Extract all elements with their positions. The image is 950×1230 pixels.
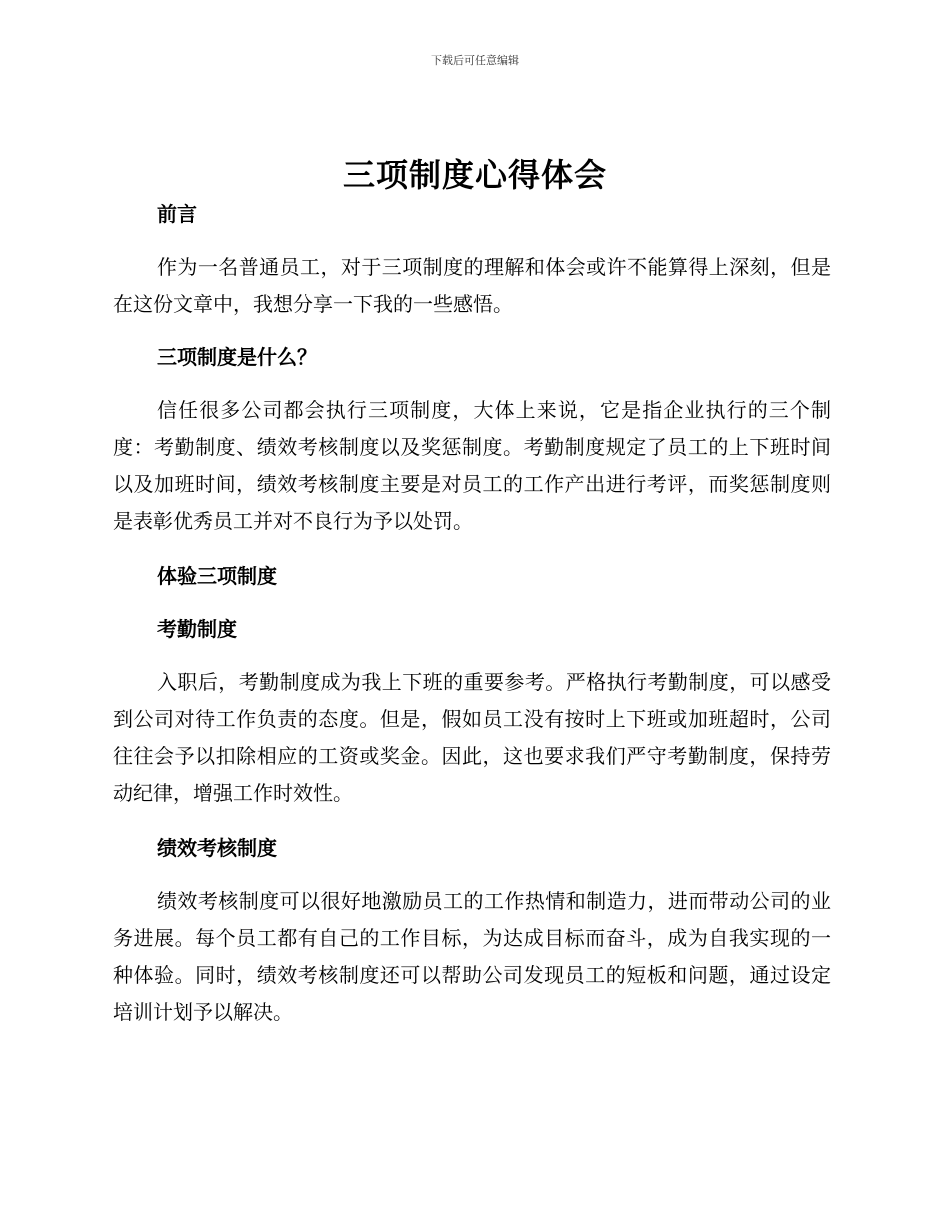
page-header-note: 下载后可任意编辑 (431, 54, 519, 67)
paragraph-preface: 作为一名普通员工，对于三项制度的理解和体会或许不能算得上深刻，但是在这份文章中，我想分享一下我的一些感悟。 (113, 255, 831, 316)
paragraph-performance: 绩效考核制度可以很好地激励员工的工作热情和制造力，进而带动公司的业务进展。每个员工都有自己的工作目标，为达成目标而奋斗，成为自我实现的一种体验。同时，绩效考核制度还可以帮助公司发现员工的短板和问题，通过设定培训计划予以解决。 (113, 889, 831, 1024)
section-heading-experience: 体验三项制度 (157, 564, 277, 588)
document-body (113, 196, 831, 1047)
section-heading-preface: 前言 (157, 202, 197, 226)
paragraph-what-is: 信任很多公司都会执行三项制度，大体上来说，它是指企业执行的三个制度：考勤制度、绩效考核制度以及奖惩制度。考勤制度规定了员工的上下班时间以及加班时间，绩效考核制度主要是对员工的工作产出进行考评，而奖惩制度则是表彰优秀员工并对不良行为予以处罚。 (113, 398, 831, 533)
subsection-heading-attendance: 考勤制度 (157, 617, 237, 641)
subsection-heading-performance: 绩效考核制度 (157, 836, 277, 860)
document-title: 三项制度心得体会 (342, 156, 607, 194)
paragraph-attendance: 入职后，考勤制度成为我上下班的重要参考。严格执行考勤制度，可以感受到公司对待工作负责的态度。但是，假如员工没有按时上下班或加班超时，公司往往会予以扣除相应的工资或奖金。因此，这也要求我们严守考勤制度，保持劳动纪律，增强工作时效性。 (113, 670, 831, 805)
section-heading-what-is: 三项制度是什么？ (157, 345, 317, 369)
